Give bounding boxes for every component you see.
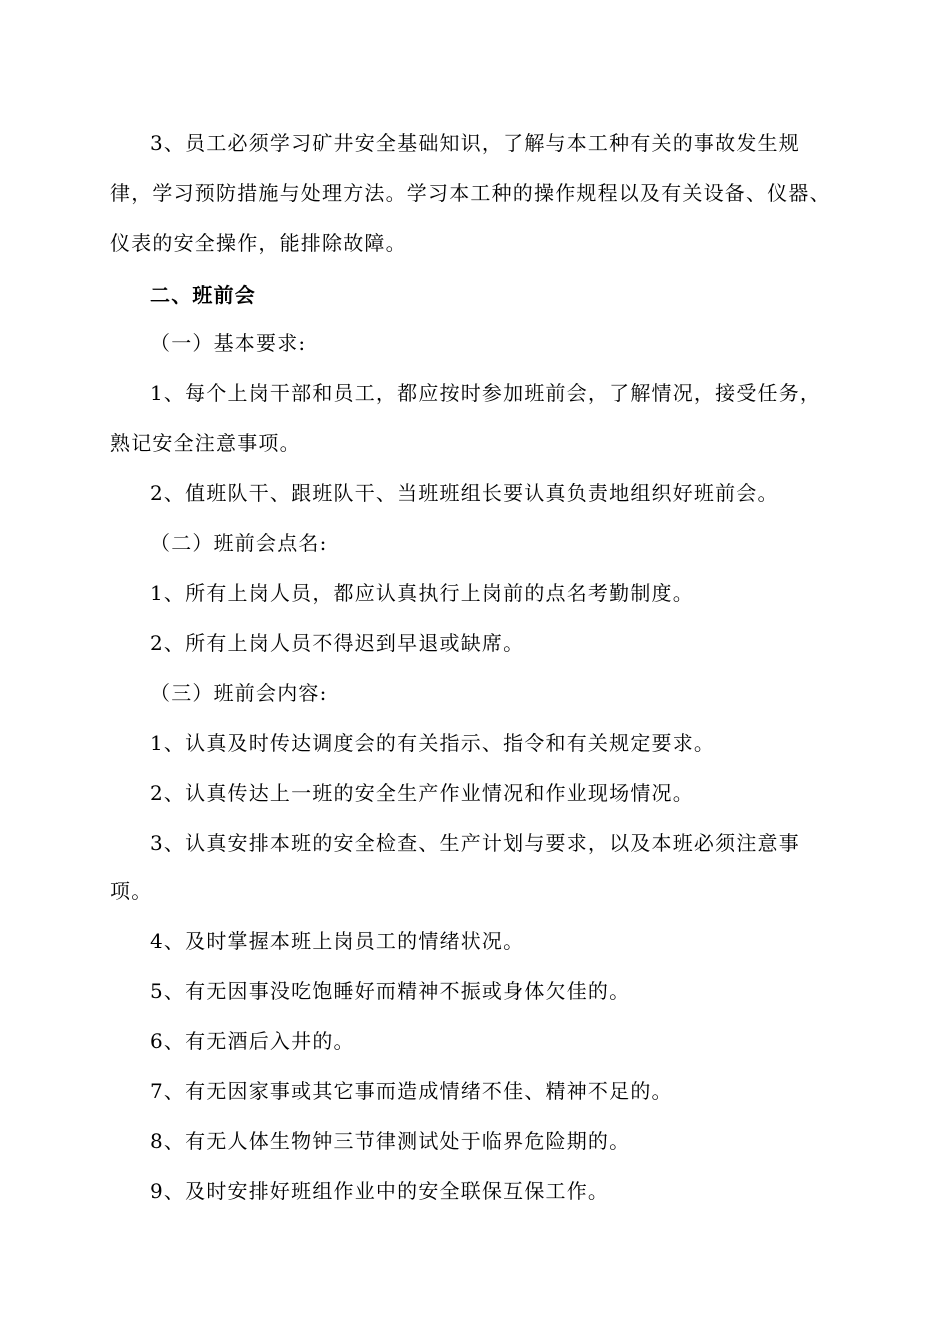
sub3-item-2: 2、认真传达上一班的安全生产作业情况和作业现场情况。 — [150, 781, 694, 805]
sub2-item-1: 1、所有上岗人员，都应认真执行上岗前的点名考勤制度。 — [150, 581, 694, 605]
sub1-item-1-line-2: 熟记安全注意事项。 — [110, 431, 301, 455]
sub2-item-2: 2、所有上岗人员不得迟到早退或缺席。 — [150, 631, 525, 655]
sub3-item-5: 5、有无因事没吃饱睡好而精神不振或身体欠佳的。 — [150, 979, 631, 1003]
section-heading-2: 二、班前会 — [150, 283, 256, 307]
sub3-item-4: 4、及时掌握本班上岗员工的情绪状况。 — [150, 929, 525, 953]
sub3-item-3-line-2: 项。 — [110, 879, 153, 903]
subsection-heading-3: （三）班前会内容: — [150, 681, 328, 705]
sub3-item-1: 1、认真及时传达调度会的有关指示、指令和有关规定要求。 — [150, 731, 716, 755]
subsection-heading-2: （二）班前会点名: — [150, 531, 328, 555]
paragraph-3-line-3: 仪表的安全操作，能排除故障。 — [110, 231, 407, 255]
sub3-item-7: 7、有无因家事或其它事而造成情绪不佳、精神不足的。 — [150, 1079, 673, 1103]
paragraph-3-line-1: 3、员工必须学习矿井安全基础知识，了解与本工种有关的事故发生规 — [150, 131, 800, 155]
sub1-item-1-line-1: 1、每个上岗干部和员工，都应按时参加班前会，了解情况，接受任务， — [150, 381, 822, 405]
sub3-item-6: 6、有无酒后入井的。 — [150, 1029, 355, 1053]
subsection-heading-1: （一）基本要求: — [150, 331, 307, 355]
sub3-item-9: 9、及时安排好班组作业中的安全联保互保工作。 — [150, 1179, 610, 1203]
paragraph-3-line-2: 律，学习预防措施与处理方法。学习本工种的操作规程以及有关设备、仪器、 — [110, 181, 831, 205]
sub1-item-2: 2、值班队干、跟班队干、当班班组长要认真负责地组织好班前会。 — [150, 481, 779, 505]
sub3-item-8: 8、有无人体生物钟三节律测试处于临界危险期的。 — [150, 1129, 631, 1153]
sub3-item-3-line-1: 3、认真安排本班的安全检查、生产计划与要求，以及本班必须注意事 — [150, 831, 800, 855]
